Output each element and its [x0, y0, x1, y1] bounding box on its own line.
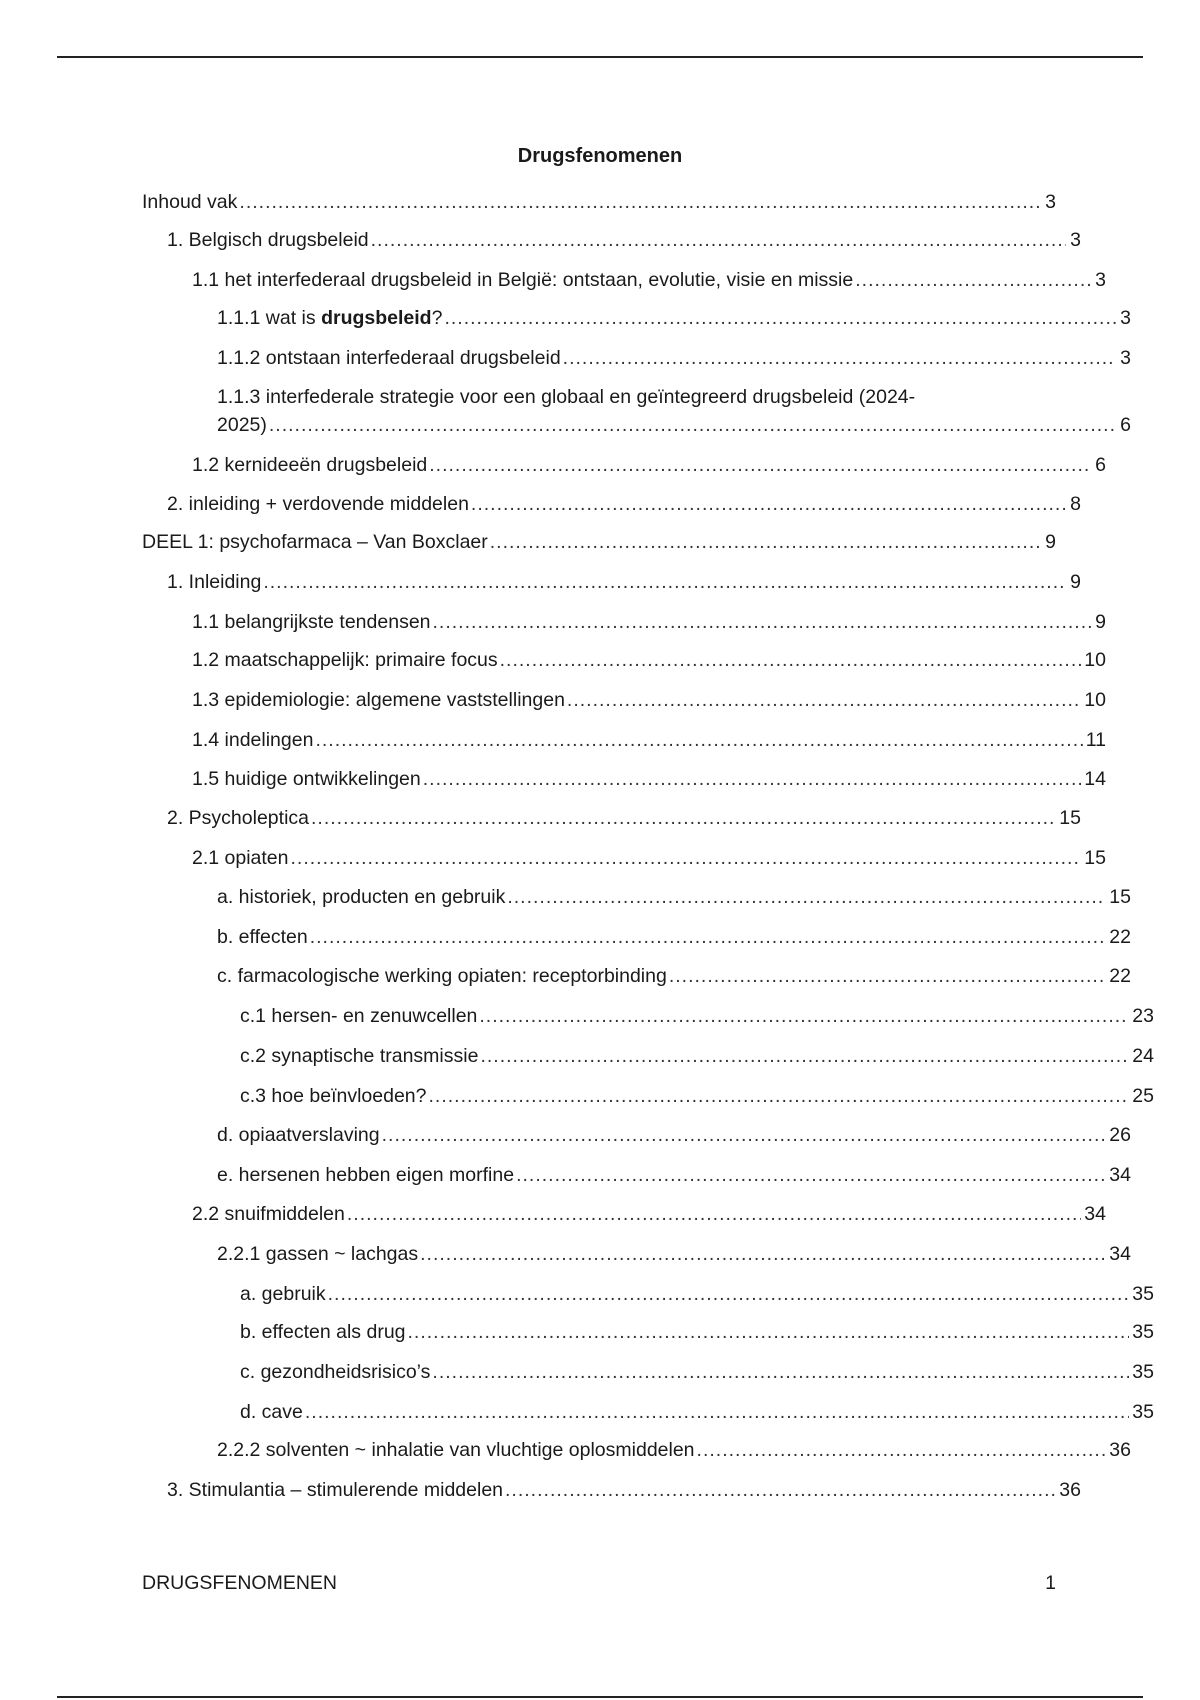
leader-dots: [500, 648, 1082, 672]
toc-entry-text: e. hersenen hebben eigen morfine: [217, 1164, 515, 1186]
leader-dots: [429, 453, 1091, 477]
toc-entry-text: Inhoud vak: [142, 191, 238, 213]
toc-page-number: 22: [1109, 926, 1131, 948]
leader-dots: [669, 964, 1106, 988]
toc-page-number: 9: [1095, 611, 1106, 633]
toc-page-number: 6: [1120, 414, 1131, 436]
toc-entry-text: a. historiek, producten en gebruik: [217, 886, 506, 908]
toc-entry[interactable]: [142, 1202, 1106, 1226]
toc-page-number: 15: [1084, 847, 1106, 869]
toc-entry[interactable]: [142, 806, 1081, 830]
leader-dots: [239, 190, 1041, 214]
page-footer: [142, 1572, 1056, 1595]
toc-entry-text: b. effecten: [217, 926, 308, 948]
leader-dots: [371, 228, 1066, 252]
toc-entry[interactable]: [142, 728, 1106, 752]
toc-page-number: 25: [1132, 1085, 1154, 1107]
toc-entry-text: 1. Inleiding: [167, 571, 262, 593]
leader-dots: [567, 688, 1081, 712]
toc-page-number: 10: [1084, 649, 1106, 671]
toc-page-number: 34: [1109, 1164, 1131, 1186]
toc-entry[interactable]: [142, 228, 1081, 252]
toc-entry-text: a. gebruik: [240, 1283, 326, 1305]
toc-entry[interactable]: [142, 1163, 1131, 1187]
toc-entry[interactable]: [142, 1400, 1154, 1424]
toc-page-number: 14: [1084, 768, 1106, 790]
toc-entry-text: c.1 hersen- en zenuwcellen: [240, 1005, 478, 1027]
toc-entry[interactable]: [142, 964, 1131, 988]
leader-dots: [315, 728, 1082, 752]
toc-page-number: 23: [1132, 1005, 1154, 1027]
leader-dots: [490, 530, 1041, 554]
toc-entry[interactable]: [142, 346, 1131, 370]
leader-dots: [471, 492, 1066, 516]
leader-dots: [480, 1044, 1129, 1068]
toc-entry-text: 2.1 opiaten: [192, 847, 289, 869]
leader-dots: [507, 885, 1106, 909]
toc-entry-text: c.2 synaptische transmissie: [240, 1045, 479, 1067]
toc-entry-text: 1.2 kernideeën drugsbeleid: [192, 454, 428, 476]
toc-entry-text: 3. Stimulantia – stimulerende middelen: [167, 1479, 504, 1501]
toc-page-number: 11: [1085, 729, 1106, 751]
toc-entry-text-line1: 1.1.3 interfederale strategie voor een globaal en geïntegreerd drugsbeleid (2024-: [217, 386, 916, 408]
toc-entry-text: 2025): [217, 414, 267, 436]
footer-page-number: 1: [1045, 1572, 1056, 1594]
toc-entry[interactable]: [142, 385, 1131, 437]
leader-dots: [505, 1478, 1056, 1502]
toc-entry-text: 2.2.1 gassen ~ lachgas: [217, 1243, 419, 1265]
toc-entry[interactable]: [142, 570, 1081, 594]
toc-entry-text: 1.1 het interfederaal drugsbeleid in België: ontstaan, evolutie, visie en missie: [192, 269, 854, 291]
toc-entry-text: 2. inleiding + verdovende middelen: [167, 493, 469, 515]
toc-entry[interactable]: [142, 648, 1106, 672]
leader-dots: [311, 806, 1056, 830]
toc-entry-text: d. opiaatverslaving: [217, 1124, 380, 1146]
toc-page-number: 35: [1132, 1283, 1154, 1305]
leader-dots: [305, 1400, 1129, 1424]
toc-page-number: 15: [1109, 886, 1131, 908]
leader-dots: [423, 767, 1082, 791]
toc-entry[interactable]: [142, 1004, 1154, 1028]
toc-entry[interactable]: [142, 846, 1106, 870]
header-rule: [57, 56, 1143, 58]
toc-entry-text: 1.1.2 ontstaan interfederaal drugsbeleid: [217, 347, 561, 369]
toc-page-number: 34: [1084, 1203, 1106, 1225]
toc-entry[interactable]: [142, 610, 1106, 634]
toc-entry-text: 1.3 epidemiologie: algemene vaststellingen: [192, 689, 565, 711]
leader-dots: [433, 610, 1091, 634]
toc-entry-text: DEEL 1: psychofarmaca – Van Boxclaer: [142, 531, 488, 553]
bold-term: drugsbeleid: [321, 307, 432, 329]
toc-entry-text: 1.2 maatschappelijk: primaire focus: [192, 649, 498, 671]
footer-title: DRUGSFENOMENEN: [142, 1572, 338, 1594]
toc-page-number: 35: [1132, 1401, 1154, 1423]
toc-entry[interactable]: [142, 885, 1131, 909]
toc-entry[interactable]: [142, 767, 1106, 791]
leader-dots: [347, 1202, 1081, 1226]
toc-entry[interactable]: [142, 925, 1131, 949]
toc-page-number: 3: [1045, 191, 1056, 213]
leader-dots: [328, 1282, 1130, 1306]
toc-entry[interactable]: [142, 1282, 1154, 1306]
toc-page-number: 36: [1109, 1439, 1131, 1461]
leader-dots: [444, 306, 1116, 330]
leader-dots: [269, 413, 1116, 437]
toc-entry[interactable]: [142, 492, 1081, 516]
footer-rule: [57, 1696, 1143, 1698]
leader-dots: [291, 846, 1082, 870]
toc-entry-text: 1.1 belangrijkste tendensen: [192, 611, 431, 633]
toc-entry[interactable]: [142, 268, 1106, 292]
leader-dots: [855, 268, 1091, 292]
toc-entry[interactable]: [142, 453, 1106, 477]
leader-dots: [310, 925, 1107, 949]
toc-page-number: 22: [1109, 965, 1131, 987]
toc-entry-text: c. gezondheidsrisico’s: [240, 1361, 431, 1383]
toc-page-number: 3: [1095, 269, 1106, 291]
toc-entry[interactable]: [142, 1438, 1131, 1462]
toc-page-number: 3: [1120, 347, 1131, 369]
toc-entry-text: 2. Psycholeptica: [167, 807, 309, 829]
toc-page-number: 9: [1045, 531, 1056, 553]
toc-entry[interactable]: [142, 1478, 1081, 1502]
toc-page-number: 35: [1132, 1361, 1154, 1383]
toc-entry[interactable]: [142, 1084, 1154, 1108]
leader-dots: [408, 1320, 1130, 1344]
toc-page-number: 9: [1070, 571, 1081, 593]
toc-entry-text: 2.2 snuifmiddelen: [192, 1203, 345, 1225]
toc-entry[interactable]: [142, 306, 1131, 330]
toc-entry[interactable]: [142, 1320, 1154, 1344]
leader-dots: [479, 1004, 1129, 1028]
toc-entry[interactable]: [142, 190, 1056, 214]
leader-dots: [420, 1242, 1106, 1266]
toc-entry-text: d. cave: [240, 1401, 303, 1423]
toc-page-number: 6: [1095, 454, 1106, 476]
leader-dots: [697, 1438, 1107, 1462]
toc-entry[interactable]: [142, 530, 1056, 554]
toc-page-number: 15: [1059, 807, 1081, 829]
toc-entry-text: b. effecten als drug: [240, 1321, 406, 1343]
toc-entry[interactable]: [142, 1044, 1154, 1068]
toc-page-number: 3: [1070, 229, 1081, 251]
toc-entry-text: 2.2.2 solventen ~ inhalatie van vluchtige oplosmiddelen: [217, 1439, 695, 1461]
toc-page-number: 26: [1109, 1124, 1131, 1146]
toc-entry-text: c.3 hoe beïnvloeden?: [240, 1085, 427, 1107]
toc-page-number: 8: [1070, 493, 1081, 515]
toc-page-number: 10: [1084, 689, 1106, 711]
toc-page-number: 3: [1120, 307, 1131, 329]
toc-entry-text: c. farmacologische werking opiaten: receptorbinding: [217, 965, 667, 987]
leader-dots: [563, 346, 1116, 370]
toc-page-number: 24: [1132, 1045, 1154, 1067]
leader-dots: [432, 1360, 1129, 1384]
toc-entry[interactable]: [142, 1242, 1131, 1266]
leader-dots: [263, 570, 1066, 594]
leader-dots: [382, 1123, 1107, 1147]
toc-entry-text: 1.4 indelingen: [192, 729, 314, 751]
toc-page-number: 35: [1132, 1321, 1154, 1343]
document-title: Drugsfenomenen: [517, 145, 683, 167]
leader-dots: [516, 1163, 1106, 1187]
toc-entry-text: 1.5 huidige ontwikkelingen: [192, 768, 421, 790]
leader-dots: [429, 1084, 1130, 1108]
toc-entry-text: 1.1.1 wat is drugsbeleid?: [217, 307, 443, 329]
toc-entry[interactable]: [142, 1360, 1154, 1384]
toc-page-number: 36: [1059, 1479, 1081, 1501]
toc-entry-text: 1. Belgisch drugsbeleid: [167, 229, 369, 251]
toc-page-number: 34: [1109, 1243, 1131, 1265]
toc-entry[interactable]: [142, 688, 1106, 712]
toc-entry[interactable]: [142, 1123, 1131, 1147]
